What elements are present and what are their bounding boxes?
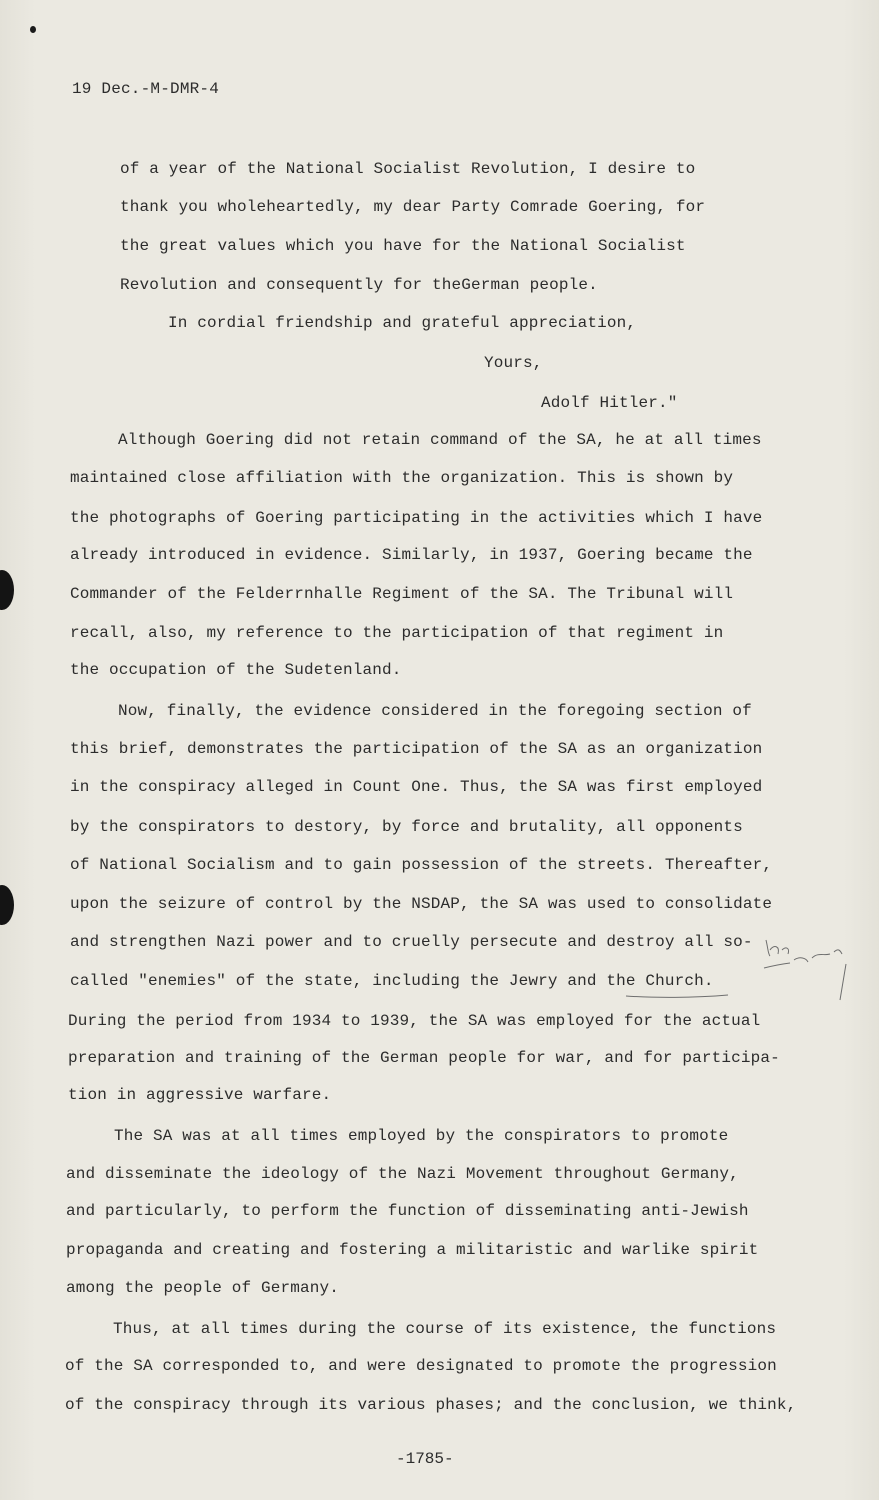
text-line: Yours, (484, 354, 543, 372)
text-line: and particularly, to perform the function of disseminating anti-Jewish (66, 1202, 749, 1220)
text-line: of the SA corresponded to, and were designated to promote the progression (65, 1357, 777, 1375)
pencil-underline (624, 990, 734, 1002)
pencil-annotation (760, 930, 860, 1010)
text-line: preparation and training of the German people for war, and for participa- (68, 1049, 780, 1067)
text-line: Now, finally, the evidence considered in the foregoing section of (118, 702, 752, 720)
text-line: by the conspirators to destory, by force and brutality, all opponents (70, 818, 743, 836)
punch-hole (0, 570, 14, 610)
text-line: the great values which you have for the National Socialist (120, 237, 686, 255)
text-line: The SA was at all times employed by the conspirators to promote (114, 1127, 729, 1145)
text-line: In cordial friendship and grateful appreciation, (168, 314, 637, 332)
text-line: maintained close affiliation with the organization. This is shown by (70, 469, 734, 487)
text-line: Commander of the Felderrnhalle Regiment of the SA. The Tribunal will (70, 585, 734, 603)
text-line: thank you wholeheartedly, my dear Party Comrade Goering, for (120, 198, 706, 216)
page-number: -1785- (396, 1450, 454, 1468)
text-line: Thus, at all times during the course of its existence, the functions (113, 1320, 777, 1338)
text-line: of National Socialism and to gain possession of the streets. Thereafter, (70, 856, 773, 874)
text-line: Revolution and consequently for theGerman people. (120, 276, 598, 294)
text-line: and disseminate the ideology of the Nazi Movement throughout Germany, (66, 1165, 739, 1183)
text-line: During the period from 1934 to 1939, the SA was employed for the actual (68, 1012, 761, 1030)
text-line: Adolf Hitler." (541, 394, 678, 412)
ink-dot (30, 26, 36, 33)
text-line: of a year of the National Socialist Revolution, I desire to (120, 160, 696, 178)
punch-hole (0, 885, 14, 925)
text-line: already introduced in evidence. Similarly, in 1937, Goering became the (70, 546, 753, 564)
text-line: of the conspiracy through its various phases; and the conclusion, we think, (65, 1396, 797, 1414)
text-line: among the people of Germany. (66, 1279, 340, 1297)
text-line: this brief, demonstrates the participation of the SA as an organization (70, 740, 763, 758)
text-line: recall, also, my reference to the participation of that regiment in (70, 624, 724, 642)
text-line: the occupation of the Sudetenland. (70, 661, 402, 679)
text-line: called "enemies" of the state, including the Jewry and the Church. (70, 972, 714, 990)
document-header: 19 Dec.-M-DMR-4 (72, 80, 220, 98)
text-line: propaganda and creating and fostering a militaristic and warlike spirit (66, 1241, 759, 1259)
text-line: tion in aggressive warfare. (68, 1086, 332, 1104)
text-line: upon the seizure of control by the NSDAP, the SA was used to consolidate (70, 895, 773, 913)
text-line: in the conspiracy alleged in Count One. Thus, the SA was first employed (70, 778, 763, 796)
text-line: Although Goering did not retain command of the SA, he at all times (118, 431, 762, 449)
text-line: the photographs of Goering participating in the activities which I have (70, 509, 763, 527)
text-line: and strengthen Nazi power and to cruelly persecute and destroy all so- (70, 933, 753, 951)
